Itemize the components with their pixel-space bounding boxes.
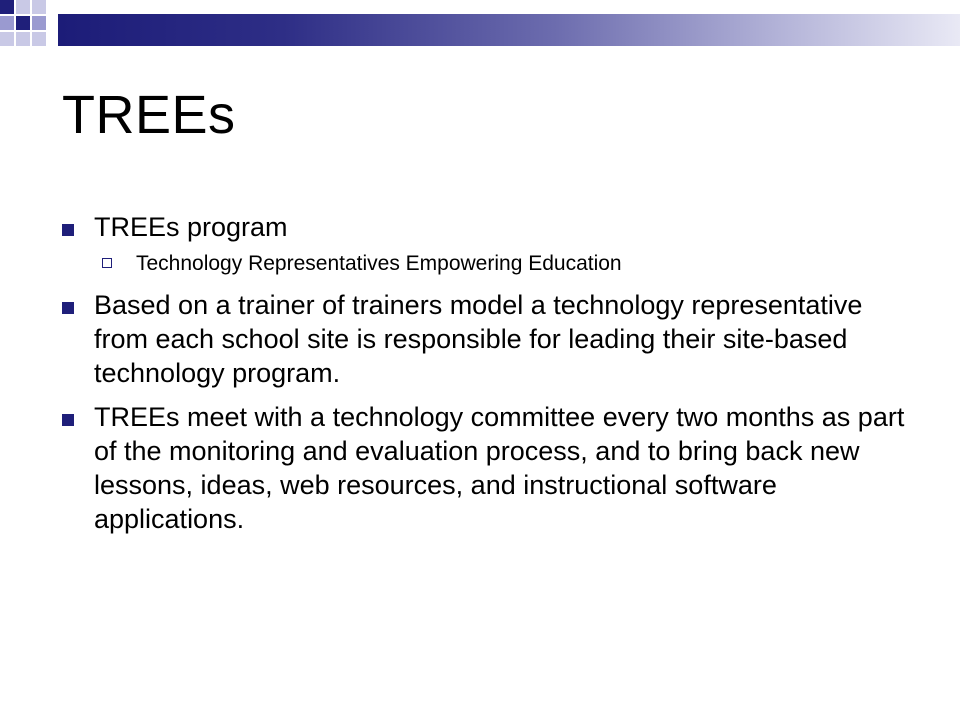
sub-bullet-text: Technology Representatives Empowering Education — [136, 252, 622, 275]
bullet-item — [62, 210, 912, 244]
corner-square-icon — [32, 0, 46, 14]
filled-square-icon — [62, 302, 74, 314]
sub-bullet-item — [62, 250, 912, 278]
corner-square-icon — [16, 0, 30, 14]
corner-square-icon — [16, 32, 30, 46]
header-gradient-bar — [58, 14, 960, 46]
bullet-item — [62, 400, 912, 536]
bullet-text: TREEs program — [94, 212, 288, 242]
hollow-square-icon — [102, 258, 112, 268]
filled-square-icon — [62, 414, 74, 426]
corner-square-icon — [0, 16, 14, 30]
slide-title: TREEs — [62, 85, 236, 145]
bullet-item — [62, 288, 912, 390]
corner-square-icon — [32, 32, 46, 46]
bullet-text: TREEs meet with a technology committee every two months as part of the monitoring and evaluation process, and to bring back new lessons, ideas, web resources, and instructional software applications. — [94, 402, 905, 534]
filled-square-icon — [62, 224, 74, 236]
bullet-text: Based on a trainer of trainers model a technology representative from each school site is responsible for leading their site-based technology program. — [94, 290, 863, 388]
corner-square-icon — [0, 0, 14, 14]
slide-content — [62, 210, 912, 542]
corner-square-icon — [32, 16, 46, 30]
corner-square-icon — [16, 16, 30, 30]
corner-square-icon — [0, 32, 14, 46]
